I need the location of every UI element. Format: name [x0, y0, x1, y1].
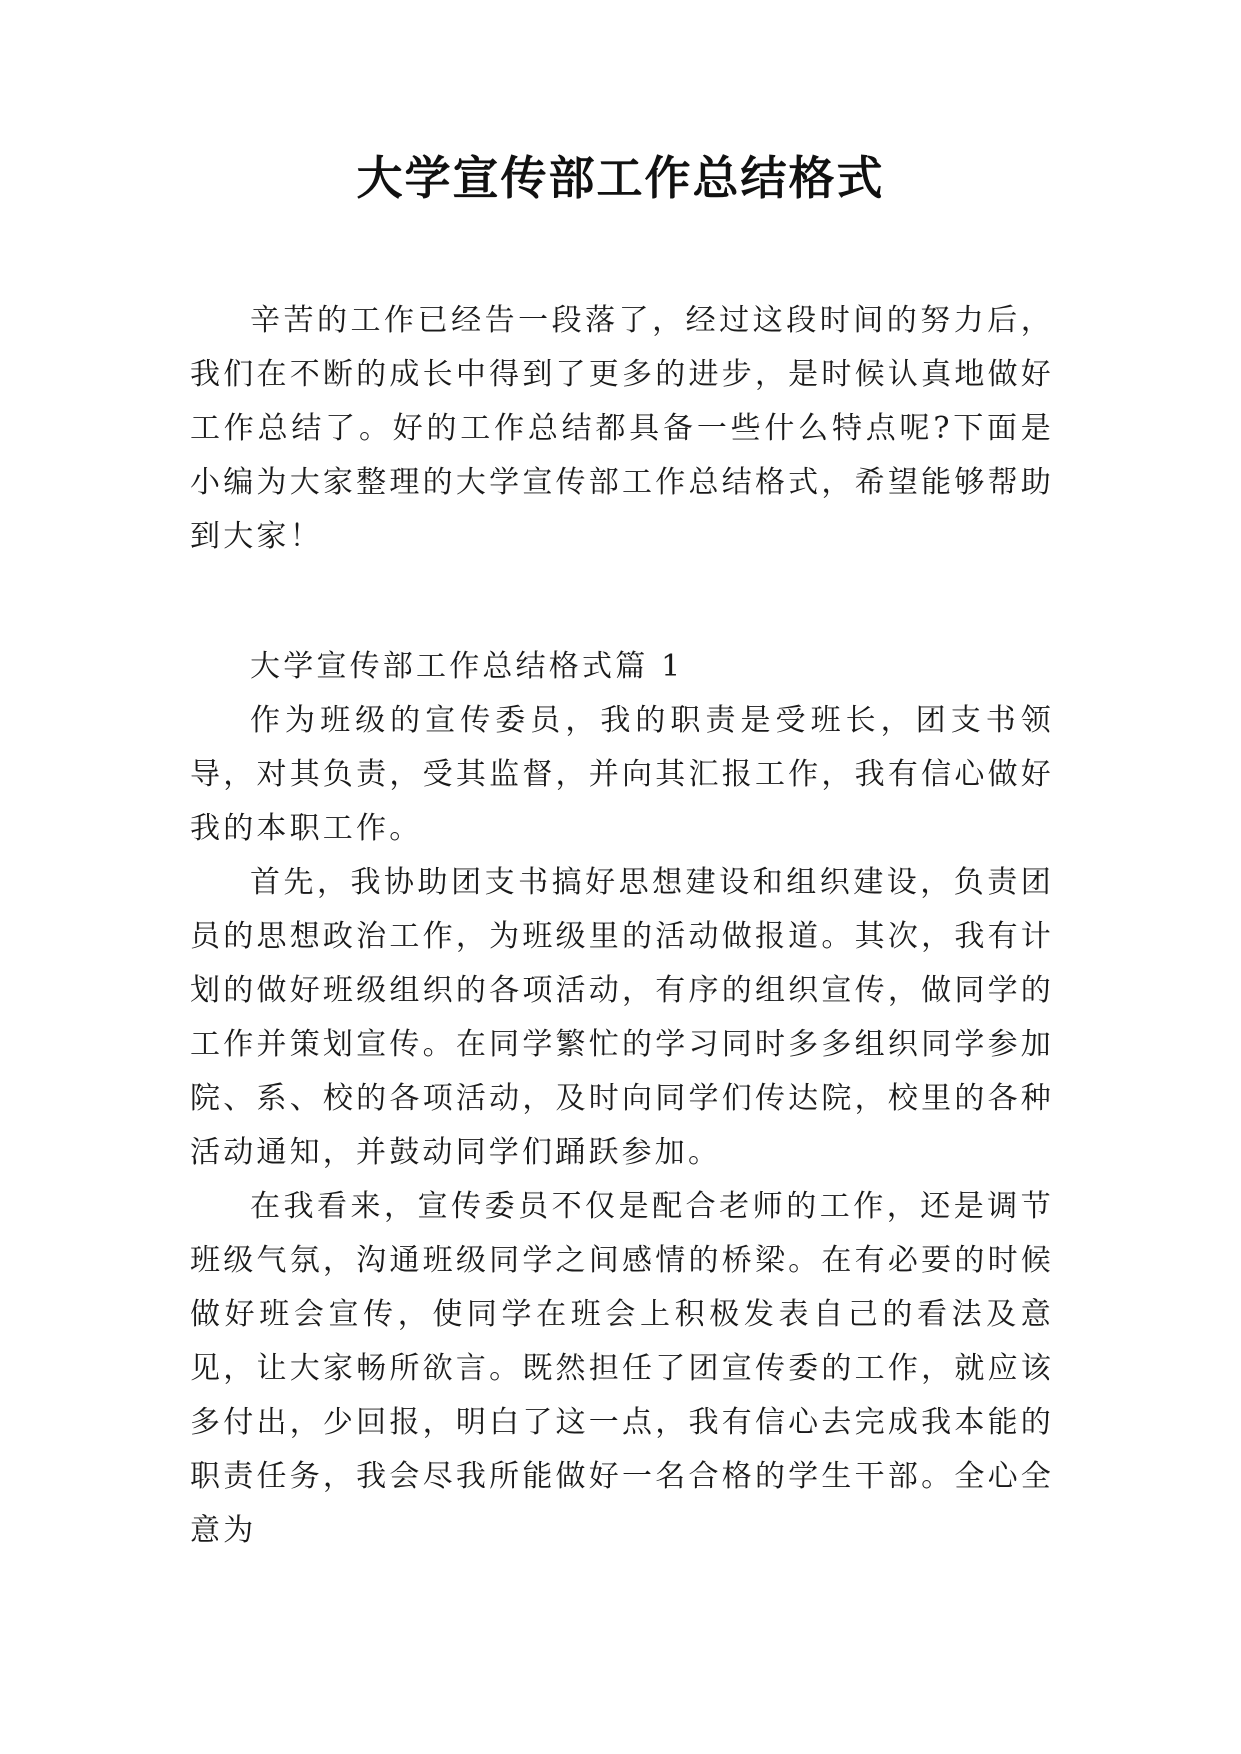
page-title: 大学宣传部工作总结格式 [356, 151, 885, 205]
section-heading: 大学宣传部工作总结格式篇 1 [250, 649, 684, 684]
body-paragraph: 首先，我协助团支书搞好思想建设和组织建设，负责团员的思想政治工作，为班级里的活动做报道。其次，我有计划的做好班级组织的各项活动，有序的组织宣传，做同学的工作并策划宣传。在同学繁忙的学习同时多多组织同学参加院、系、校的各项活动，及时向同学们传达院，校里的各种活动通知，并鼓动同学们踊跃参加。 [190, 865, 1054, 1170]
body-paragraph: 作为班级的宣传委员，我的职责是受班长，团支书领导，对其负责，受其监督，并向其汇报工作，我有信心做好我的本职工作。 [190, 703, 1054, 846]
intro-paragraph: 辛苦的工作已经告一段落了，经过这段时间的努力后，我们在不断的成长中得到了更多的进步，是时候认真地做好工作总结了。好的工作总结都具备一些什么特点呢?下面是小编为大家整理的大学宣传部工作总结格式，希望能够帮助到大家！ [190, 303, 1054, 554]
body-paragraph: 在我看来，宣传委员不仅是配合老师的工作，还是调节班级气氛，沟通班级同学之间感情的桥梁。在有必要的时候做好班会宣传，使同学在班会上积极发表自己的看法及意见，让大家畅所欲言。既然担任了团宣传委的工作，就应该多付出，少回报，明白了这一点，我有信心去完成我本能的职责任务，我会尽我所能做好一名合格的学生干部。全心全意为 [190, 1189, 1054, 1548]
